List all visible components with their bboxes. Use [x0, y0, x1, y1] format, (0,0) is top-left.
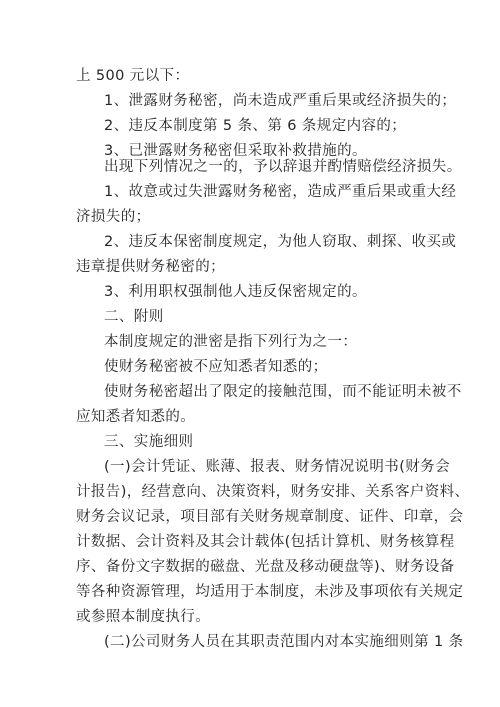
text-line: 济损失的；	[76, 209, 151, 225]
text-line: 使财务秘密被不应知悉者知悉的；	[104, 359, 328, 375]
text-line: 违章提供财务秘密的；	[76, 259, 225, 275]
section-heading: 二、附则	[104, 309, 164, 325]
text-line: 1、泄露财务秘密，尚未造成严重后果或经济损失的；	[104, 93, 457, 109]
text-line: 计数据、会计资料及其会计载体(包括计算机、财务核算程	[76, 534, 455, 550]
text-line: 2、违反本保密制度规定，为他人窃取、刺探、收买或	[104, 234, 457, 250]
text-line: 3、已泄露财务秘密但采取补救措施的。	[104, 143, 367, 159]
text-line: 财务会议记录，项目部有关财务规章制度、证件、印章，会	[76, 509, 464, 525]
text-line: 应知悉者知悉的。	[76, 409, 196, 425]
text-line: (一)会计凭证、账薄、报表、财务情况说明书(财务会	[104, 459, 450, 475]
text-line: 出现下列情况之一的，予以辞退并酌情赔偿经济损失。	[104, 159, 462, 175]
text-line: 2、违反本制度第 5 条、第 6 条规定内容的；	[104, 118, 407, 134]
text-line: 上 500 元以下：	[76, 68, 190, 84]
text-line: 序、备份文字数据的磁盘、光盘及移动硬盘等)、财务设备	[76, 559, 455, 575]
text-line: 3、利用职权强制他人违反保密规定的。	[104, 284, 367, 300]
text-line: 本制度规定的泄密是指下列行为之一：	[104, 334, 358, 350]
text-line: (二)公司财务人员在其职责范围内对本实施细则第 1 条	[104, 634, 464, 650]
text-line: 1、故意或过失泄露财务秘密，造成严重后果或重大经	[104, 184, 457, 200]
text-line: 等各种资源管理，均适用于本制度，未涉及事项依有关规定	[76, 584, 464, 600]
text-line: 或参照本制度执行。	[76, 609, 211, 625]
section-heading: 三、实施细则	[104, 434, 194, 450]
text-line: 使财务秘密超出了限定的接触范围，而不能证明未被不	[104, 384, 462, 400]
text-line: 计报告)，经营意向、决策资料，财务安排、关系客户资料、	[76, 484, 470, 500]
